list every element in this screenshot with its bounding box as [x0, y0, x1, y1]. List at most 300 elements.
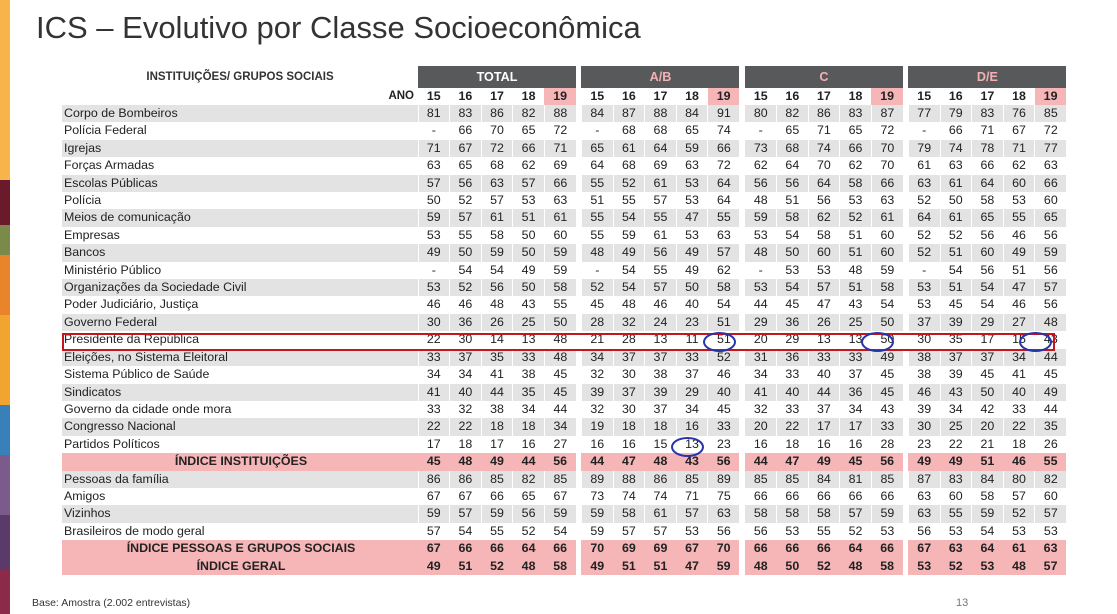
value-cell: 45	[708, 401, 740, 418]
value-cell: 46	[645, 296, 677, 313]
table-row	[62, 296, 1066, 313]
value-cell: 83	[840, 105, 872, 122]
index-row	[62, 540, 1066, 557]
table-row	[62, 471, 1066, 488]
value-cell: 85	[745, 471, 777, 488]
value-cell: 53	[745, 227, 777, 244]
value-cell: 66	[708, 140, 740, 157]
value-cell: 33	[513, 349, 545, 366]
value-cell: 58	[613, 505, 645, 522]
value-cell: 62	[808, 209, 840, 226]
value-cell: 50	[450, 244, 482, 261]
ics-table	[62, 66, 1066, 575]
value-cell: 60	[1035, 192, 1067, 209]
table-row	[62, 523, 1066, 540]
value-cell: 40	[1003, 384, 1035, 401]
value-cell: 56	[1035, 296, 1067, 313]
value-cell: 48	[1035, 314, 1067, 331]
value-cell: 66	[972, 157, 1004, 174]
value-cell: 48	[513, 558, 545, 575]
value-cell: 15	[645, 436, 677, 453]
value-cell: 59	[745, 209, 777, 226]
value-cell: 28	[613, 331, 645, 348]
value-cell: 64	[972, 175, 1004, 192]
value-cell: 37	[808, 401, 840, 418]
value-cell: -	[418, 122, 450, 139]
table-row	[62, 209, 1066, 226]
value-cell: 29	[676, 384, 708, 401]
value-cell: 71	[1003, 140, 1035, 157]
value-cell: 91	[708, 105, 740, 122]
group-header-c: C	[745, 66, 903, 88]
value-cell: 59	[418, 209, 450, 226]
year-header-18: 18	[840, 88, 872, 105]
value-cell: 34	[581, 349, 613, 366]
table-row	[62, 505, 1066, 522]
value-cell: 39	[908, 401, 940, 418]
value-cell: 20	[745, 331, 777, 348]
value-cell: 30	[613, 366, 645, 383]
value-cell: 16	[513, 436, 545, 453]
value-cell: 74	[645, 488, 677, 505]
value-cell: 52	[908, 227, 940, 244]
value-cell: 56	[871, 453, 903, 470]
row-label: Pessoas da família	[62, 471, 418, 488]
value-cell: 60	[544, 227, 576, 244]
value-cell: 49	[418, 244, 450, 261]
value-cell: 88	[544, 105, 576, 122]
value-cell: -	[581, 262, 613, 279]
value-cell: 59	[972, 505, 1004, 522]
row-label: ÍNDICE INSTITUIÇÕES	[62, 453, 418, 470]
value-cell: 43	[1035, 331, 1067, 348]
value-cell: 66	[1035, 175, 1067, 192]
value-cell: 66	[513, 140, 545, 157]
table-row	[62, 331, 1066, 348]
value-cell: 21	[972, 436, 1004, 453]
value-cell: 59	[544, 244, 576, 261]
value-cell: 48	[645, 453, 677, 470]
value-cell: 17	[972, 331, 1004, 348]
value-cell: 63	[871, 192, 903, 209]
value-cell: 66	[745, 540, 777, 557]
value-cell: 44	[1035, 349, 1067, 366]
row-label: Amigos	[62, 488, 418, 505]
value-cell: 43	[513, 296, 545, 313]
value-cell: 53	[676, 227, 708, 244]
value-cell: 74	[613, 488, 645, 505]
value-cell: 63	[481, 175, 513, 192]
value-cell: 33	[777, 401, 809, 418]
year-header-16: 16	[777, 88, 809, 105]
value-cell: 52	[450, 192, 482, 209]
value-cell: 54	[613, 262, 645, 279]
value-cell: 61	[481, 209, 513, 226]
value-cell: 52	[840, 209, 872, 226]
value-cell: 58	[871, 558, 903, 575]
value-cell: 48	[745, 192, 777, 209]
value-cell: 88	[645, 105, 677, 122]
value-cell: 85	[777, 471, 809, 488]
value-cell: 37	[972, 349, 1004, 366]
value-cell: 54	[940, 262, 972, 279]
value-cell: 58	[777, 209, 809, 226]
value-cell: 33	[871, 418, 903, 435]
value-cell: 46	[418, 296, 450, 313]
value-cell: 62	[513, 157, 545, 174]
value-cell: 58	[972, 192, 1004, 209]
value-cell: 48	[544, 331, 576, 348]
value-cell: 23	[676, 314, 708, 331]
value-cell: 32	[581, 401, 613, 418]
row-label: ÍNDICE PESSOAS E GRUPOS SOCIAIS	[62, 540, 418, 557]
value-cell: 67	[908, 540, 940, 557]
value-cell: 63	[908, 175, 940, 192]
row-label: Governo da cidade onde mora	[62, 401, 418, 418]
value-cell: 52	[1003, 505, 1035, 522]
value-cell: -	[745, 262, 777, 279]
value-cell: 48	[840, 262, 872, 279]
value-cell: 40	[708, 384, 740, 401]
value-cell: 40	[676, 296, 708, 313]
value-cell: 52	[940, 558, 972, 575]
value-cell: 34	[745, 366, 777, 383]
value-cell: 62	[745, 157, 777, 174]
value-cell: 36	[450, 314, 482, 331]
year-header-15: 15	[745, 88, 777, 105]
value-cell: 37	[613, 384, 645, 401]
value-cell: 54	[708, 296, 740, 313]
value-cell: 38	[908, 366, 940, 383]
value-cell: 49	[418, 558, 450, 575]
value-cell: 51	[1003, 262, 1035, 279]
value-cell: 63	[940, 157, 972, 174]
value-cell: 55	[613, 192, 645, 209]
row-label: Polícia Federal	[62, 122, 418, 139]
row-label: Partidos Políticos	[62, 436, 418, 453]
value-cell: 32	[450, 401, 482, 418]
value-cell: 71	[676, 488, 708, 505]
value-cell: 46	[908, 384, 940, 401]
table-row	[62, 418, 1066, 435]
value-cell: 53	[1003, 523, 1035, 540]
value-cell: 55	[645, 209, 677, 226]
group-header-a-b: A/B	[581, 66, 739, 88]
value-cell: 81	[418, 105, 450, 122]
value-cell: 82	[1035, 471, 1067, 488]
value-cell: 66	[745, 488, 777, 505]
row-label: Sindicatos	[62, 384, 418, 401]
value-cell: 65	[581, 140, 613, 157]
value-cell: 46	[450, 296, 482, 313]
value-cell: 57	[840, 505, 872, 522]
value-cell: 61	[613, 140, 645, 157]
value-cell: 65	[1035, 209, 1067, 226]
value-cell: 14	[481, 331, 513, 348]
value-cell: 34	[450, 366, 482, 383]
row-label: Brasileiros de modo geral	[62, 523, 418, 540]
value-cell: 87	[871, 105, 903, 122]
value-cell: 67	[544, 488, 576, 505]
value-cell: 52	[908, 192, 940, 209]
value-cell: 51	[613, 558, 645, 575]
value-cell: 57	[418, 523, 450, 540]
value-cell: 69	[645, 157, 677, 174]
value-cell: 27	[1003, 314, 1035, 331]
value-cell: 18	[481, 418, 513, 435]
value-cell: 66	[450, 540, 482, 557]
value-cell: 55	[1003, 209, 1035, 226]
value-cell: 56	[777, 175, 809, 192]
value-cell: 61	[871, 209, 903, 226]
value-cell: 66	[871, 488, 903, 505]
value-cell: 53	[972, 558, 1004, 575]
value-cell: 64	[972, 540, 1004, 557]
value-cell: 43	[840, 296, 872, 313]
value-cell: 54	[972, 279, 1004, 296]
year-header-17: 17	[972, 88, 1004, 105]
value-cell: 33	[418, 349, 450, 366]
value-cell: 59	[544, 505, 576, 522]
value-cell: 57	[1035, 558, 1067, 575]
value-cell: 70	[481, 122, 513, 139]
value-cell: 58	[544, 558, 576, 575]
value-cell: 73	[581, 488, 613, 505]
value-cell: 54	[972, 296, 1004, 313]
value-cell: 86	[645, 471, 677, 488]
value-cell: 59	[581, 505, 613, 522]
value-cell: 39	[940, 314, 972, 331]
value-cell: -	[745, 122, 777, 139]
value-cell: 83	[450, 105, 482, 122]
value-cell: 33	[418, 401, 450, 418]
row-label: ÍNDICE GERAL	[62, 558, 418, 575]
value-cell: 57	[645, 192, 677, 209]
value-cell: 45	[871, 384, 903, 401]
value-cell: 55	[1035, 453, 1067, 470]
value-cell: 67	[450, 140, 482, 157]
value-cell: 13	[840, 331, 872, 348]
row-label: Ministério Público	[62, 262, 418, 279]
value-cell: 56	[450, 175, 482, 192]
value-cell: 18	[777, 436, 809, 453]
value-cell: 53	[777, 523, 809, 540]
value-cell: 53	[1035, 523, 1067, 540]
value-cell: 26	[481, 314, 513, 331]
value-cell: 25	[940, 418, 972, 435]
value-cell: 30	[613, 401, 645, 418]
value-cell: 60	[1035, 488, 1067, 505]
value-cell: 48	[840, 558, 872, 575]
row-label: Polícia	[62, 192, 418, 209]
value-cell: 54	[972, 523, 1004, 540]
value-cell: 34	[513, 401, 545, 418]
value-cell: 55	[481, 523, 513, 540]
value-cell: 56	[745, 175, 777, 192]
value-cell: 53	[908, 279, 940, 296]
value-cell: 65	[777, 122, 809, 139]
value-cell: 66	[777, 488, 809, 505]
value-cell: 41	[481, 366, 513, 383]
value-cell: 26	[808, 314, 840, 331]
value-cell: 52	[513, 523, 545, 540]
value-cell: 57	[808, 279, 840, 296]
value-cell: 53	[676, 523, 708, 540]
value-cell: 22	[1003, 418, 1035, 435]
value-cell: 71	[972, 122, 1004, 139]
value-cell: 57	[1035, 505, 1067, 522]
value-cell: 50	[871, 314, 903, 331]
value-cell: 44	[745, 296, 777, 313]
table-row	[62, 122, 1066, 139]
value-cell: 13	[645, 331, 677, 348]
value-cell: 76	[1003, 105, 1035, 122]
value-cell: 49	[1035, 384, 1067, 401]
row-label: Empresas	[62, 227, 418, 244]
value-cell: 66	[840, 488, 872, 505]
value-cell: 55	[708, 209, 740, 226]
value-cell: 23	[908, 436, 940, 453]
value-cell: 54	[871, 296, 903, 313]
value-cell: 70	[808, 157, 840, 174]
value-cell: 72	[544, 122, 576, 139]
value-cell: 53	[871, 523, 903, 540]
value-cell: 63	[1035, 157, 1067, 174]
footnote: Base: Amostra (2.002 entrevistas)	[32, 597, 191, 609]
table-row	[62, 279, 1066, 296]
column-header-label: INSTITUIÇÕES/ GRUPOS SOCIAIS	[62, 66, 418, 88]
value-cell: 56	[972, 227, 1004, 244]
value-cell: 34	[1003, 349, 1035, 366]
value-cell: 60	[940, 488, 972, 505]
value-cell: 74	[808, 140, 840, 157]
value-cell: 40	[450, 384, 482, 401]
value-cell: 47	[676, 209, 708, 226]
value-cell: 41	[418, 384, 450, 401]
year-header-16: 16	[613, 88, 645, 105]
value-cell: 39	[645, 384, 677, 401]
value-cell: 68	[481, 157, 513, 174]
value-cell: 58	[544, 279, 576, 296]
value-cell: 58	[777, 505, 809, 522]
value-cell: 46	[1003, 227, 1035, 244]
row-label: Poder Judiciário, Justiça	[62, 296, 418, 313]
value-cell: 42	[972, 401, 1004, 418]
value-cell: 44	[581, 453, 613, 470]
value-cell: 58	[808, 227, 840, 244]
year-header-19: 19	[871, 88, 903, 105]
value-cell: 49	[613, 244, 645, 261]
value-cell: 82	[513, 105, 545, 122]
value-cell: 49	[481, 453, 513, 470]
value-cell: 70	[708, 540, 740, 557]
value-cell: 71	[544, 140, 576, 157]
value-cell: 64	[513, 540, 545, 557]
value-cell: 57	[1035, 279, 1067, 296]
value-cell: 70	[871, 140, 903, 157]
value-cell: 46	[1003, 453, 1035, 470]
value-cell: 33	[676, 349, 708, 366]
index-row	[62, 453, 1066, 470]
value-cell: 56	[1035, 227, 1067, 244]
value-cell: 50	[777, 558, 809, 575]
value-cell: 48	[745, 558, 777, 575]
value-cell: 57	[450, 505, 482, 522]
table-row	[62, 436, 1066, 453]
value-cell: 63	[708, 227, 740, 244]
value-cell: 18	[645, 418, 677, 435]
value-cell: 55	[940, 505, 972, 522]
value-cell: 49	[581, 558, 613, 575]
year-header-row	[62, 88, 1066, 105]
value-cell: 35	[513, 384, 545, 401]
value-cell: 57	[418, 175, 450, 192]
value-cell: 89	[581, 471, 613, 488]
value-cell: 52	[908, 244, 940, 261]
year-header-16: 16	[450, 88, 482, 105]
value-cell: 59	[871, 262, 903, 279]
value-cell: 47	[1003, 279, 1035, 296]
row-label: Eleições, no Sistema Eleitoral	[62, 349, 418, 366]
value-cell: 46	[1003, 296, 1035, 313]
row-label: Sistema Público de Saúde	[62, 366, 418, 383]
value-cell: 65	[840, 122, 872, 139]
value-cell: 63	[908, 505, 940, 522]
value-cell: 45	[544, 384, 576, 401]
value-cell: 13	[676, 436, 708, 453]
value-cell: 45	[544, 366, 576, 383]
ano-label: ANO	[62, 88, 418, 105]
value-cell: 21	[581, 331, 613, 348]
value-cell: 65	[676, 122, 708, 139]
row-label: Governo Federal	[62, 314, 418, 331]
value-cell: 66	[481, 540, 513, 557]
value-cell: 49	[1003, 244, 1035, 261]
value-cell: 66	[481, 488, 513, 505]
value-cell: 22	[777, 418, 809, 435]
index-row	[62, 558, 1066, 575]
value-cell: 55	[808, 523, 840, 540]
value-cell: 53	[777, 262, 809, 279]
value-cell: 16	[745, 436, 777, 453]
value-cell: -	[908, 262, 940, 279]
row-label: Bancos	[62, 244, 418, 261]
value-cell: 32	[613, 314, 645, 331]
value-cell: 63	[676, 157, 708, 174]
value-cell: 44	[544, 401, 576, 418]
value-cell: 54	[481, 262, 513, 279]
table-row	[62, 157, 1066, 174]
value-cell: 44	[1035, 401, 1067, 418]
value-cell: 63	[544, 192, 576, 209]
value-cell: 17	[481, 436, 513, 453]
value-cell: 71	[418, 140, 450, 157]
value-cell: 72	[481, 140, 513, 157]
value-cell: 33	[808, 349, 840, 366]
value-cell: 50	[544, 314, 576, 331]
value-cell: 52	[840, 523, 872, 540]
value-cell: 22	[418, 331, 450, 348]
value-cell: 67	[1003, 122, 1035, 139]
value-cell: 56	[1035, 262, 1067, 279]
value-cell: 58	[972, 488, 1004, 505]
value-cell: 18	[513, 418, 545, 435]
value-cell: 85	[871, 471, 903, 488]
value-cell: 25	[840, 314, 872, 331]
value-cell: 37	[676, 366, 708, 383]
value-cell: 33	[777, 366, 809, 383]
value-cell: 59	[613, 227, 645, 244]
